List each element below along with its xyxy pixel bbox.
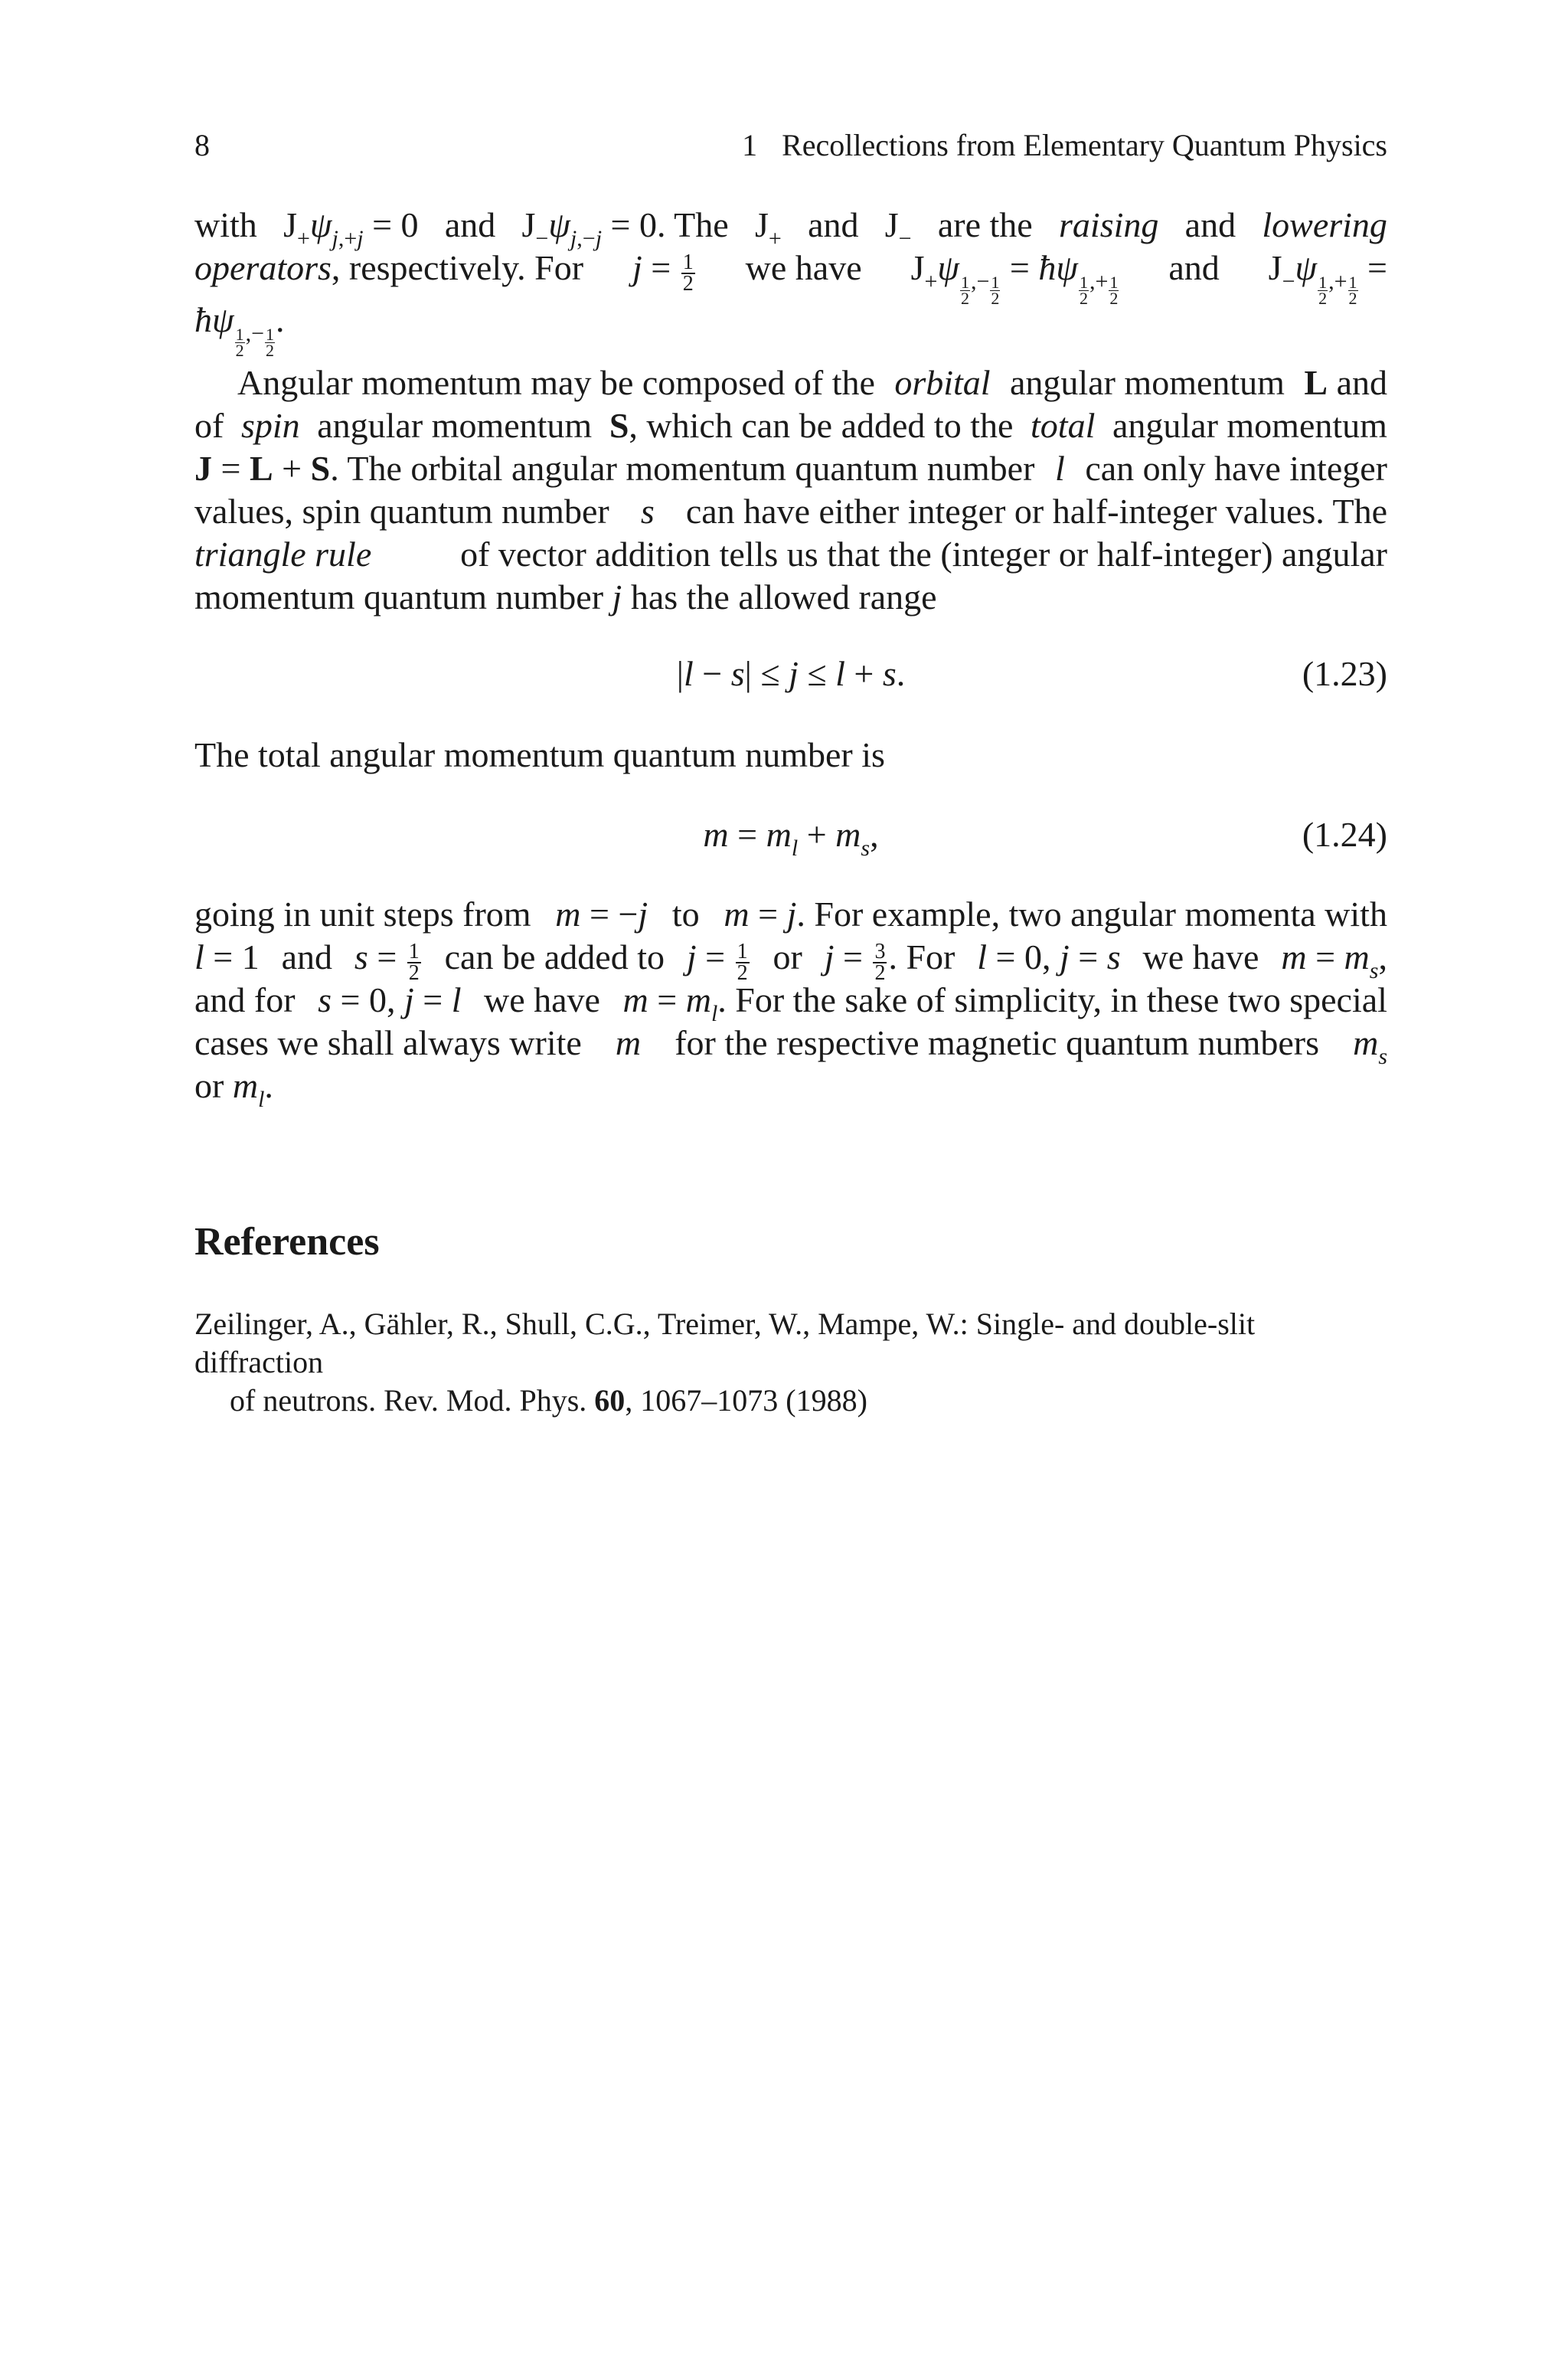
formula: $J_-\psi_{j,-j} = 0$. The [521,205,729,251]
formula: m = j. For example, two angular momenta with [724,895,1387,934]
paragraph-2-line-4: values, spin quantum number s can have either integer or half-integer values. The [194,492,1387,531]
paragraph-2-line-3: J = L + S. The orbital angular momentum quantum number l can only have integer [194,447,1387,490]
paragraph-1-line-2: operators, respectively. For j = $\frac{1}{2}$ we have $J_+\psi$ $_{\frac{1}{2} ,- \frac{1}{2}}$ = ħψ $_{\frac{1}{2} ,+ \frac{1}{2}}$ and $J_-\psi$ $_{\frac{1}{2} ,+ \frac{1}{2}}$ = [194,248,1387,308]
formula: $J_+\psi$ $_{\frac{1}{2} ,- \frac{1}{2}}$ = ħψ $_{\frac{1}{2} ,+ \frac{1}{2}}$ [910,248,1119,308]
paragraph-3: The total angular momentum quantum number is [194,735,885,774]
equation-body: |l − s| ≤ j ≤ l + s. [676,654,906,693]
running-head [742,124,1387,167]
equation-number: (1.24) [1302,815,1387,854]
page-number: 8 [194,128,210,162]
paragraph-4-line-1: going in unit steps from m = −j to m = j. For example, two angular momenta with [194,893,1387,936]
formula: s = $\frac{1}{2}$ [354,937,420,985]
formula: j = $\frac{1}{2}$ [632,248,694,296]
formula: $m_l$. [232,1066,273,1112]
formula: l = 0, j = s [977,937,1121,976]
reference-item [194,1305,1387,1420]
paragraph-2-line-2: of spin angular momentum S, which can be added to the total angular momentum [194,406,1387,445]
equation-1-24 [194,813,1387,861]
formula: j = $\frac{1}{2}$ [686,937,748,985]
formula: $J_-$ [884,205,912,251]
running-header [194,124,1387,167]
formula: ħψ $_{\frac{1}{2} ,- \frac{1}{2}}$ . [194,300,285,360]
paragraph-2-line-6: momentum quantum number j has the allowed range [194,577,937,617]
formula: m = −j [555,895,648,934]
paragraph-4-line-4: cases we shall always write m for the respective magnetic quantum numbers $m_s$ [194,1023,1387,1069]
formula: $m_s$ [1353,1023,1387,1069]
reference-line-2: of neutrons. Rev. Mod. Phys. 60, 1067–1073 (1988) [230,1383,867,1418]
equation-number: (1.23) [1302,654,1387,693]
equation-1-23 [194,653,1387,695]
formula: $J_+\psi_{j,+j} = 0$ [283,205,419,251]
paragraph-4-line-3: and for s = 0, j = l we have $m = m_l$. For the sake of simplicity, in these two special [194,980,1387,1026]
references-heading: References [194,1220,380,1264]
reference-volume: 60 [594,1383,626,1418]
paragraph-1-line-3 [194,299,1387,358]
chapter-title: Recollections from Elementary Quantum Physics [782,128,1387,162]
paragraph-2-line-1: Angular momentum may be composed of the orbital angular momentum L and [237,363,1387,402]
reference-line-1: Zeilinger, A., Gähler, R., Shull, C.G., Treimer, W., Mampe, W.: Single- and double-slit diffraction [194,1307,1256,1379]
paragraph-4-line-5: or $m_l$. [194,1066,273,1112]
formula: $m = m_l$. For the sake of simplicity, in these two special [622,980,1387,1026]
chapter-number: 1 [742,128,758,162]
formula: $J_-\psi$ $_{\frac{1}{2} ,+ \frac{1}{2}}$ = [1268,248,1387,308]
paragraph-4-line-2: l = 1 and s = $\frac{1}{2}$ can be added to j = $\frac{1}{2}$ or j = $\frac{3}{2}$ . For l = 0, j = s we have $m = m_s$, [194,937,1387,985]
formula: l = 1 [194,937,260,976]
formula: j = $\frac{3}{2}$ . For [824,937,956,985]
formula: $J_+$ [754,205,782,251]
formula: s = 0, j = l [318,980,462,1019]
formula: J = L + S. The orbital angular momentum quantum number [194,449,1035,488]
paragraph-2-line-5: triangle rule of vector addition tells us that the (integer or half-integer) angular [194,535,1387,574]
paragraph-1-line-1: with $J_+\psi_{j,+j} = 0$ and $J_-\psi_{j,-j} = 0$. The $J_+$ and $J_-$ are the raising and lowering [194,205,1387,251]
equation-body: $m = m_l + m_s$, [703,815,879,861]
formula: $m = m_s$, [1281,937,1387,983]
